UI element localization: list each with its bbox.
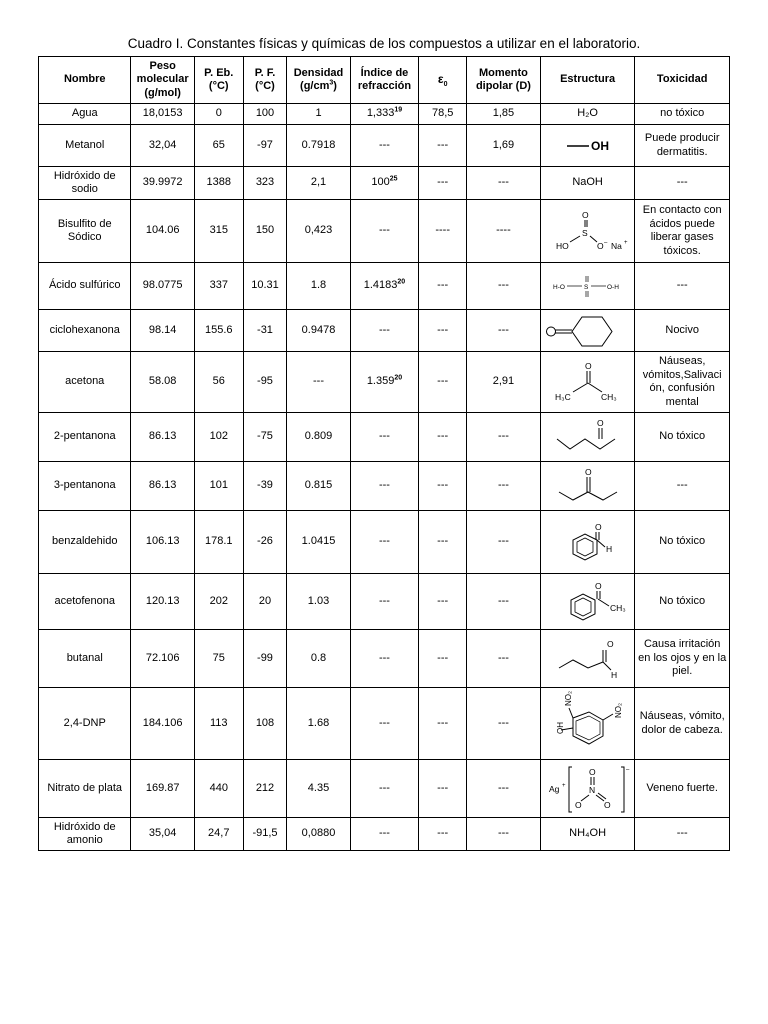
- cell-toxicidad: ---: [635, 462, 730, 511]
- cell-peb: 102: [194, 413, 243, 462]
- structure-label: S: [583, 284, 588, 291]
- structure-label: CH₃: [609, 602, 626, 613]
- cell-densidad: 1.8: [287, 263, 350, 310]
- cell-momento: ---: [467, 760, 541, 818]
- cell-eps: ---: [419, 818, 467, 851]
- header-nombre: Nombre: [39, 57, 131, 104]
- cell-peso: 72.106: [131, 630, 194, 688]
- metanol-structure: [545, 135, 631, 157]
- cell-densidad: 1.68: [287, 688, 350, 760]
- cell-momento: ---: [467, 630, 541, 688]
- 2-pentanona-structure: [545, 417, 631, 457]
- cell-nombre: benzaldehido: [39, 511, 131, 574]
- cell-indice: ---: [350, 125, 419, 167]
- header-densidad: Densidad $(g/cm^3)$: [287, 57, 350, 104]
- cell-peb: 440: [194, 760, 243, 818]
- cell-pf: -97: [243, 125, 287, 167]
- cell-estructura: H₂O: [540, 104, 635, 125]
- cell-nombre: Metanol: [39, 125, 131, 167]
- cell-eps: ---: [419, 574, 467, 630]
- cell-eps: ---: [419, 511, 467, 574]
- header-toxicidad: Toxicidad: [635, 57, 730, 104]
- cell-toxicidad: No tóxico: [635, 574, 730, 630]
- table-row: [39, 462, 730, 511]
- structure-label: H-O: [552, 284, 565, 291]
- cell-nombre: ciclohexanona: [39, 310, 131, 352]
- cell-eps: ---: [419, 413, 467, 462]
- cell-momento: ---: [467, 167, 541, 200]
- cell-peb: 56: [194, 352, 243, 413]
- cell-toxicidad: Náuseas, vómito, dolor de cabeza.: [635, 688, 730, 760]
- cell-toxicidad: Veneno fuerte.: [635, 760, 730, 818]
- cell-peso: 106.13: [131, 511, 194, 574]
- header-eps: $\varepsilon_0$: [419, 57, 467, 104]
- cell-momento: 2,91: [467, 352, 541, 413]
- cell-densidad: 1.0415: [287, 511, 350, 574]
- acetona-structure: [545, 360, 631, 404]
- cell-indice: ---: [350, 200, 419, 263]
- acetofenona-structure: [545, 580, 631, 624]
- cell-peb: 155.6: [194, 310, 243, 352]
- table-row: [39, 310, 730, 352]
- table-row: [39, 352, 730, 413]
- cell-estructura: [540, 310, 635, 352]
- cell-eps: ---: [419, 352, 467, 413]
- cell-pf: 212: [243, 760, 287, 818]
- cell-peb: 315: [194, 200, 243, 263]
- svg-text:+: +: [561, 782, 566, 789]
- cell-peso: 104.06: [131, 200, 194, 263]
- cell-densidad: 0.7918: [287, 125, 350, 167]
- svg-text:+: +: [623, 240, 628, 246]
- cell-estructura: [540, 352, 635, 413]
- cell-peso: 32,04: [131, 125, 194, 167]
- cell-indice: ---: [350, 413, 419, 462]
- svg-text:–: –: [603, 240, 607, 246]
- cell-toxicidad: no tóxico: [635, 104, 730, 125]
- cell-densidad: 0.815: [287, 462, 350, 511]
- butanal-structure: [545, 636, 631, 682]
- cell-momento: 1,85: [467, 104, 541, 125]
- cell-toxicidad: ---: [635, 263, 730, 310]
- cell-eps: ---: [419, 167, 467, 200]
- cell-densidad: 4.35: [287, 760, 350, 818]
- cell-indice: 1,333$^{19}$: [350, 104, 419, 125]
- cell-eps: ----: [419, 200, 467, 263]
- table-row: [39, 688, 730, 760]
- nitrato-plata-structure: [545, 762, 631, 816]
- structure-label: Na: [610, 241, 622, 251]
- cell-peb: 0: [194, 104, 243, 125]
- cell-peb: 202: [194, 574, 243, 630]
- structure-label: CH₃: [600, 392, 617, 402]
- cell-peso: 86.13: [131, 462, 194, 511]
- cell-eps: ---: [419, 630, 467, 688]
- cell-estructura: [540, 413, 635, 462]
- cell-nombre: butanal: [39, 630, 131, 688]
- cell-densidad: 2,1: [287, 167, 350, 200]
- structure-label: H: [605, 544, 612, 554]
- ciclohexanona-structure: [545, 313, 631, 349]
- cell-densidad: 0,423: [287, 200, 350, 263]
- table-row: [39, 263, 730, 310]
- cell-pf: -31: [243, 310, 287, 352]
- cell-peb: 113: [194, 688, 243, 760]
- cell-indice: ---: [350, 818, 419, 851]
- structure-label: O: [588, 766, 596, 777]
- structure-label: O: [574, 799, 582, 810]
- structure-label: O: [596, 418, 604, 428]
- cell-estructura: [540, 574, 635, 630]
- structure-label: HO: [555, 241, 569, 251]
- structure-label: O: [584, 467, 592, 477]
- dnp-structure: [545, 690, 631, 758]
- cell-toxicidad: Causa irritación en los ojos y en la piel.: [635, 630, 730, 688]
- structure-label: OH: [590, 138, 609, 153]
- cell-indice: ---: [350, 688, 419, 760]
- cell-peb: 337: [194, 263, 243, 310]
- cell-peso: 169.87: [131, 760, 194, 818]
- cell-nombre: 2-pentanona: [39, 413, 131, 462]
- cell-pf: -99: [243, 630, 287, 688]
- structure-label: O: [594, 522, 602, 532]
- header-estructura: Estructura: [540, 57, 635, 104]
- cell-estructura: [540, 263, 635, 310]
- cell-eps: ---: [419, 760, 467, 818]
- cell-densidad: ---: [287, 352, 350, 413]
- cell-toxicidad: ---: [635, 818, 730, 851]
- cell-pf: 108: [243, 688, 287, 760]
- cell-nombre: Hidróxido de amonio: [39, 818, 131, 851]
- cell-nombre: 2,4-DNP: [39, 688, 131, 760]
- cell-pf: 10.31: [243, 263, 287, 310]
- structure-label: O: [603, 799, 611, 810]
- cell-momento: ---: [467, 574, 541, 630]
- table-row: [39, 511, 730, 574]
- cell-nombre: Bisulfito de Sódico: [39, 200, 131, 263]
- cell-momento: ---: [467, 413, 541, 462]
- cell-eps: ---: [419, 688, 467, 760]
- cell-estructura: [540, 688, 635, 760]
- structure-label: S: [581, 228, 588, 238]
- table-caption: Cuadro I. Constantes físicas y químicas de los compuestos a utilizar en el laboratorio.: [127, 36, 641, 51]
- cell-momento: ----: [467, 200, 541, 263]
- cell-estructura: [540, 760, 635, 818]
- cell-pf: 150: [243, 200, 287, 263]
- benzaldehido-structure: [545, 520, 631, 564]
- cell-peb: 178.1: [194, 511, 243, 574]
- header-peso: Peso molecular (g/mol): [131, 57, 194, 104]
- cell-indice: $100^{25}$: [350, 167, 419, 200]
- header-pf: P. F. (°C): [243, 57, 287, 104]
- structure-label: O: [606, 638, 614, 649]
- cell-nombre: acetofenona: [39, 574, 131, 630]
- cell-estructura: [540, 462, 635, 511]
- cell-indice: ---: [350, 310, 419, 352]
- cell-momento: ---: [467, 818, 541, 851]
- cell-peso: 39.9972: [131, 167, 194, 200]
- cell-densidad: 1.03: [287, 574, 350, 630]
- cell-nombre: Hidróxido de sodio: [39, 167, 131, 200]
- table-row: [39, 125, 730, 167]
- cell-densidad: 0.9478: [287, 310, 350, 352]
- structure-label: Ag: [548, 783, 559, 794]
- cell-momento: ---: [467, 511, 541, 574]
- cell-toxicidad: No tóxico: [635, 413, 730, 462]
- cell-toxicidad: No tóxico: [635, 511, 730, 574]
- cell-peb: 65: [194, 125, 243, 167]
- cell-indice: ---: [350, 462, 419, 511]
- cell-estructura: [540, 511, 635, 574]
- cell-estructura: [540, 125, 635, 167]
- table-row: [39, 104, 730, 125]
- structure-label: NO₂: [613, 702, 623, 718]
- cell-peso: 98.0775: [131, 263, 194, 310]
- cell-indice: ---: [350, 630, 419, 688]
- table-row: [39, 818, 730, 851]
- cell-densidad: 1: [287, 104, 350, 125]
- header-row: [39, 57, 730, 104]
- cell-indice: ---: [350, 760, 419, 818]
- cell-nombre: 3-pentanona: [39, 462, 131, 511]
- table-row: [39, 630, 730, 688]
- cell-densidad: 0.809: [287, 413, 350, 462]
- cell-estructura: [540, 630, 635, 688]
- cell-momento: ---: [467, 462, 541, 511]
- cell-pf: 20: [243, 574, 287, 630]
- cell-toxicidad: Nocivo: [635, 310, 730, 352]
- cell-peso: 86.13: [131, 413, 194, 462]
- cell-peso: 184.106: [131, 688, 194, 760]
- cell-peso: 58.08: [131, 352, 194, 413]
- cell-nombre: Agua: [39, 104, 131, 125]
- cell-momento: 1,69: [467, 125, 541, 167]
- cell-estructura: NH₄OH: [540, 818, 635, 851]
- header-indice: Índice de refracción: [350, 57, 419, 104]
- acido-sulfurico-structure: [545, 271, 631, 301]
- cell-eps: ---: [419, 125, 467, 167]
- cell-pf: -91,5: [243, 818, 287, 851]
- structure-label: O: [581, 210, 589, 220]
- svg-text:–: –: [625, 766, 629, 773]
- structure-label: O-H: [606, 284, 619, 291]
- cell-peb: 75: [194, 630, 243, 688]
- cell-pf: -75: [243, 413, 287, 462]
- cell-pf: 100: [243, 104, 287, 125]
- cell-estructura: NaOH: [540, 167, 635, 200]
- structure-label: NO₂: [563, 690, 573, 706]
- structure-label: N: [588, 784, 595, 795]
- cell-densidad: 0.8: [287, 630, 350, 688]
- cell-momento: ---: [467, 310, 541, 352]
- compounds-table: [38, 56, 730, 851]
- cell-toxicidad: ---: [635, 167, 730, 200]
- cell-toxicidad: Puede producir dermatitis.: [635, 125, 730, 167]
- cell-peso: 35,04: [131, 818, 194, 851]
- table-row: [39, 413, 730, 462]
- 3-pentanona-structure: [545, 466, 631, 506]
- cell-toxicidad: En contacto con ácidos puede liberar gases tóxicos.: [635, 200, 730, 263]
- bisulfito-structure: [545, 206, 631, 256]
- cell-eps: 78,5: [419, 104, 467, 125]
- cell-pf: 323: [243, 167, 287, 200]
- structure-label: O: [584, 361, 592, 371]
- cell-indice: ---: [350, 574, 419, 630]
- cell-pf: -26: [243, 511, 287, 574]
- cell-momento: ---: [467, 263, 541, 310]
- cell-peso: 120.13: [131, 574, 194, 630]
- structure-label: O: [596, 241, 604, 251]
- cell-nombre: acetona: [39, 352, 131, 413]
- cell-peso: 18,0153: [131, 104, 194, 125]
- cell-momento: ---: [467, 688, 541, 760]
- structure-label: O: [594, 580, 602, 591]
- cell-peb: 101: [194, 462, 243, 511]
- structure-label: H₃C: [554, 392, 571, 402]
- header-peb: P. Eb. (°C): [194, 57, 243, 104]
- structure-label: OH: [555, 721, 565, 734]
- table-row: [39, 200, 730, 263]
- cell-toxicidad: Náuseas, vómitos,Salivaci ón, confusión mental: [635, 352, 730, 413]
- cell-estructura: [540, 200, 635, 263]
- cell-densidad: 0,0880: [287, 818, 350, 851]
- cell-indice: 1.4183$^{20}$: [350, 263, 419, 310]
- cell-pf: -39: [243, 462, 287, 511]
- cell-nombre: Ácido sulfúrico: [39, 263, 131, 310]
- structure-label: H: [610, 669, 617, 680]
- cell-pf: -95: [243, 352, 287, 413]
- cell-peb: 1388: [194, 167, 243, 200]
- cell-nombre: Nitrato de plata: [39, 760, 131, 818]
- cell-peb: 24,7: [194, 818, 243, 851]
- cell-eps: ---: [419, 310, 467, 352]
- cell-indice: ---: [350, 511, 419, 574]
- table-row: [39, 760, 730, 818]
- table-row: [39, 167, 730, 200]
- cell-peso: 98.14: [131, 310, 194, 352]
- header-momento: Momento dipolar (D): [467, 57, 541, 104]
- cell-eps: ---: [419, 462, 467, 511]
- cell-eps: ---: [419, 263, 467, 310]
- table-row: [39, 574, 730, 630]
- cell-indice: 1.359$^{20}$: [350, 352, 419, 413]
